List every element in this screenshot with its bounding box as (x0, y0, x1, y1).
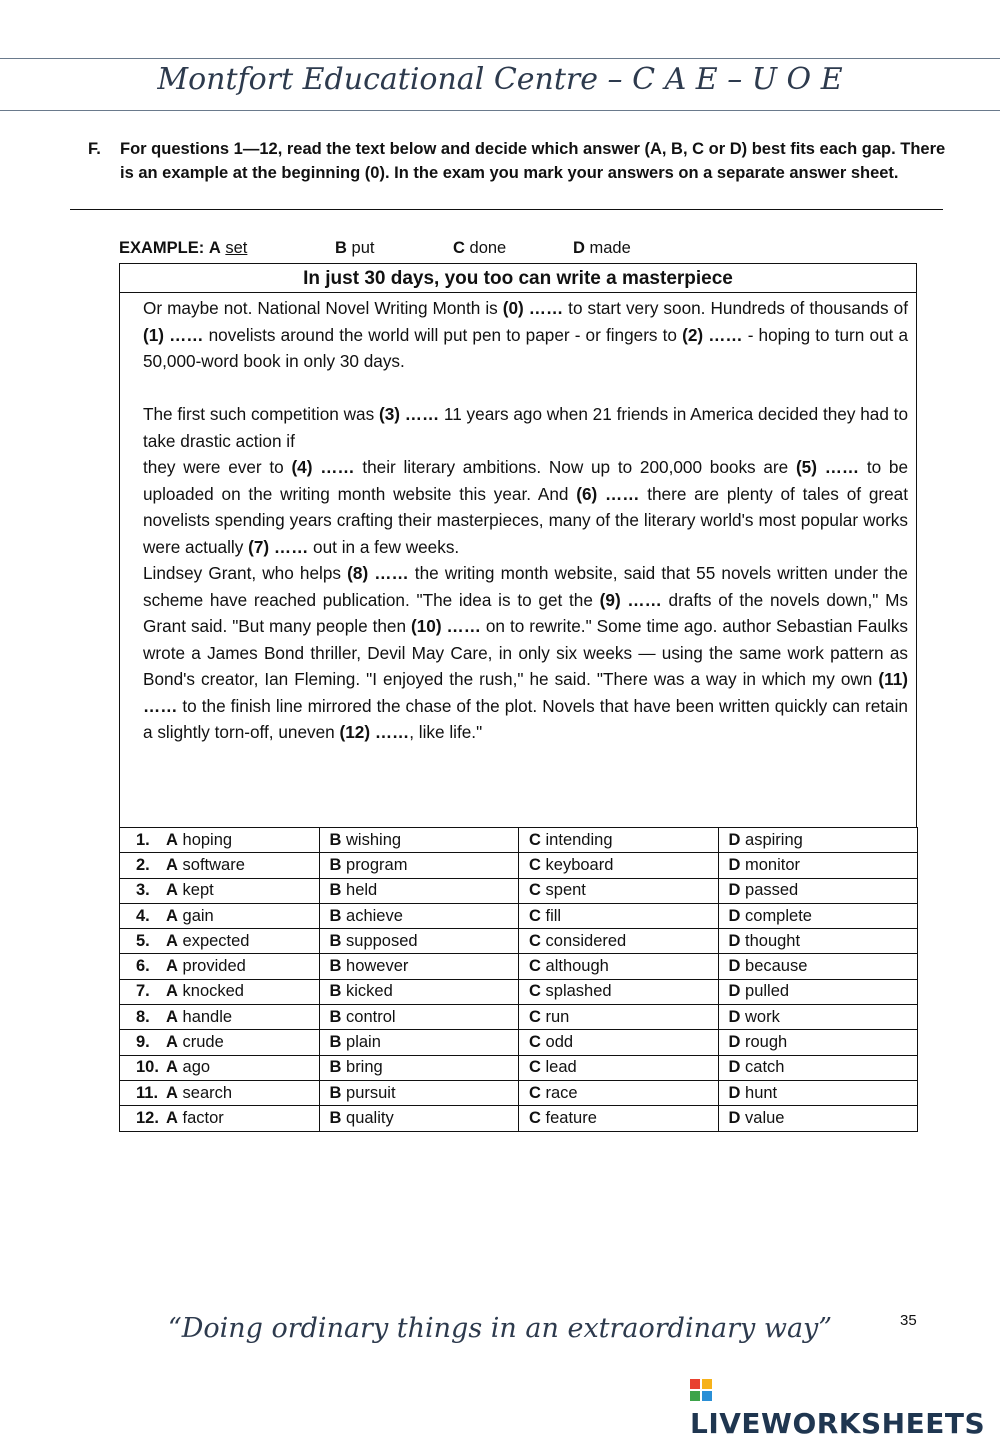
paragraph-1 (143, 295, 908, 375)
option-d (718, 878, 918, 903)
option-letter: D (728, 855, 741, 874)
option-letter: B (329, 1007, 342, 1026)
option-letter: C (529, 1007, 541, 1026)
option-word: bring (346, 1058, 383, 1077)
question-number: 12. (136, 1108, 159, 1127)
passage-segment: drafts of the novels down," Ms Grant said. "But many people then (143, 589, 908, 636)
motto: “Doing ordinary things in an extraordinary way” (167, 1313, 833, 1344)
passage-segment: to start very soon. Hundreds of thousands of (563, 298, 908, 318)
gap-marker: (2) …… (682, 324, 743, 345)
option-a (120, 828, 320, 853)
option-letter: A (166, 957, 178, 976)
option-word: hunt (745, 1083, 778, 1102)
option-c (519, 979, 719, 1004)
option-letter: A (166, 982, 178, 1001)
option-word: thought (745, 931, 801, 950)
option-letter: B (329, 830, 342, 849)
option-letter: C (529, 931, 541, 950)
example-b-word: put (351, 239, 375, 257)
option-word: handle (182, 1007, 233, 1026)
option-row (120, 878, 918, 903)
option-letter: A (166, 830, 178, 849)
option-word: passed (745, 881, 799, 900)
option-d (718, 954, 918, 979)
passage-segment: on to rewrite." Some time ago. author Sebastian Faulks wrote a James Bond thriller, Devil May Care, in only six weeks — using the same work pattern as Bond's creator, Ian Fleming. "I enjoyed the rush," he said. "There was a way in which my own (143, 616, 909, 689)
gap-marker: (12) …… (339, 722, 410, 742)
gap-marker: (4) …… (291, 457, 355, 477)
option-letter: C (529, 830, 541, 849)
option-row (120, 1055, 918, 1080)
paragraph-2 (143, 401, 908, 454)
question-number: 11. (136, 1083, 159, 1102)
passage-segment: - hoping to turn out a 50,000-word book in only 30 days. (143, 324, 909, 371)
option-letter: C (529, 881, 541, 900)
option-word: pulled (745, 982, 790, 1001)
option-word: feature (545, 1108, 597, 1127)
section-letter: F. (88, 140, 101, 158)
option-a (120, 903, 320, 928)
option-c (519, 1080, 719, 1105)
option-letter: C (529, 1033, 541, 1052)
option-word: gain (182, 906, 214, 925)
option-c (519, 1005, 719, 1030)
question-number: 7. (136, 982, 150, 1001)
option-d (718, 979, 918, 1004)
option-word: control (346, 1007, 396, 1026)
option-word: held (346, 881, 378, 900)
question-number: 5. (136, 931, 150, 950)
option-word: odd (545, 1033, 574, 1052)
option-b (319, 1106, 519, 1131)
option-c (519, 929, 719, 954)
option-word: program (346, 855, 408, 874)
option-letter: C (529, 1058, 541, 1077)
option-b (319, 929, 519, 954)
gap-marker: (1) …… (143, 324, 204, 345)
option-letter: D (728, 982, 741, 1001)
question-number: 4. (136, 906, 150, 925)
option-word: because (745, 957, 808, 976)
option-word: provided (182, 957, 246, 976)
option-word: although (545, 957, 609, 976)
option-d (718, 853, 918, 878)
passage-text (143, 295, 908, 746)
option-letter: B (329, 982, 342, 1001)
option-c (519, 1030, 719, 1055)
option-word: ago (182, 1058, 211, 1077)
option-word: value (745, 1108, 785, 1127)
question-number: 6. (136, 957, 150, 976)
option-b (319, 903, 519, 928)
option-b (319, 878, 519, 903)
option-letter: A (166, 1108, 178, 1127)
option-letter: C (529, 1083, 541, 1102)
option-row (120, 828, 918, 853)
option-letter: B (329, 1108, 342, 1127)
option-letter: A (166, 855, 178, 874)
passage-segment: to be uploaded on the writing month website this year. And (143, 457, 909, 504)
passage-segment: they were ever to (143, 457, 292, 477)
passage-segment: their literary ambitions. Now up to 200,000 books are (354, 457, 796, 477)
passage-segment: , like life." (409, 722, 483, 742)
paragraph-3 (143, 454, 908, 560)
brand-text: LIVEWORKSHEETS (690, 1407, 986, 1440)
option-a (120, 1005, 320, 1030)
option-word: search (182, 1083, 233, 1102)
option-d (718, 1055, 918, 1080)
option-word: fill (545, 906, 562, 925)
option-c (519, 828, 719, 853)
option-word: wishing (346, 830, 402, 849)
option-row (120, 929, 918, 954)
option-word: monitor (745, 855, 801, 874)
option-letter: A (166, 1058, 178, 1077)
option-letter: C (529, 855, 541, 874)
gap-marker: (10) …… (411, 616, 481, 636)
gap-marker: (6) …… (576, 483, 640, 504)
option-letter: B (329, 931, 342, 950)
option-letter: D (728, 957, 741, 976)
header-top-rule (0, 58, 1000, 59)
passage-segment: 11 years ago when 21 friends in America decided they had to take drastic action if (143, 404, 909, 451)
option-letter: D (728, 1108, 741, 1127)
option-word: kept (182, 881, 214, 900)
option-letter: B (329, 957, 342, 976)
option-letter: B (329, 906, 342, 925)
option-letter: D (728, 1083, 741, 1102)
passage-segment: The first such competition was (143, 404, 379, 424)
gap-marker: (11) …… (143, 669, 908, 716)
passage-segment: out in a few weeks. (308, 536, 460, 557)
example-a-word: set (225, 239, 248, 257)
option-letter: C (529, 982, 541, 1001)
option-row (120, 979, 918, 1004)
option-word: rough (745, 1033, 788, 1052)
gap-marker: (3) …… (378, 404, 440, 424)
option-word: complete (745, 906, 812, 925)
option-d (718, 1080, 918, 1105)
option-letter: D (728, 931, 741, 950)
question-number: 3. (136, 881, 150, 900)
option-word: hoping (182, 830, 233, 849)
liveworksheets-logo-icon (690, 1379, 712, 1401)
option-word: kicked (346, 982, 393, 1001)
option-a (120, 1106, 320, 1131)
option-word: crude (182, 1033, 224, 1052)
liveworksheets-brand (690, 1374, 1000, 1440)
option-letter: A (166, 906, 178, 925)
option-word: catch (745, 1058, 785, 1077)
option-c (519, 954, 719, 979)
question-number: 1. (136, 830, 150, 849)
passage-segment: Lindsey Grant, who helps (143, 563, 348, 583)
options-table (119, 827, 918, 1132)
page-number: 35 (900, 1312, 917, 1329)
passage-segment: Or maybe not. National Novel Writing Month is (143, 298, 503, 318)
question-number: 10. (136, 1058, 159, 1077)
option-letter: D (728, 906, 741, 925)
option-a (120, 853, 320, 878)
question-number: 2. (136, 855, 150, 874)
question-number: 9. (136, 1033, 150, 1052)
example-c (453, 239, 506, 258)
option-letter: D (728, 1058, 741, 1077)
option-word: however (346, 957, 409, 976)
paragraph-4 (143, 560, 908, 746)
option-a (120, 1080, 320, 1105)
option-letter: B (329, 1083, 342, 1102)
option-a (120, 878, 320, 903)
option-d (718, 1030, 918, 1055)
option-word: quality (346, 1108, 394, 1127)
passage-segment: to the finish line mirrored the chase of the plot. Novels that have been written quickly can retain a slightly torn-off, uneven (143, 695, 908, 742)
passage-segment: there are plenty of tales of great novelists spending years crafting their masterpieces, many of the literary world's most popular works were actually (143, 483, 909, 557)
option-d (718, 1005, 918, 1030)
gap-marker: (7) …… (248, 536, 309, 557)
option-b (319, 1080, 519, 1105)
example-d-word: made (589, 239, 631, 257)
option-a (120, 1030, 320, 1055)
option-a (120, 954, 320, 979)
option-a (120, 1055, 320, 1080)
option-b (319, 853, 519, 878)
example-a (119, 239, 247, 258)
option-row (120, 853, 918, 878)
option-word: supposed (346, 931, 418, 950)
example-label: EXAMPLE: (119, 239, 205, 257)
gap-marker: (9) …… (599, 589, 662, 610)
instructions-rule (70, 209, 943, 210)
passage-title: In just 30 days, you too can write a masterpiece (120, 264, 916, 293)
option-word: pursuit (346, 1083, 396, 1102)
passage-segment: novelists around the world will put pen to paper - or fingers to (203, 324, 683, 345)
option-b (319, 828, 519, 853)
example-c-word: done (469, 239, 507, 257)
passage-segment: the writing month website, said that 55 novels written under the scheme have reached publication. "The idea is to get the (143, 563, 908, 610)
option-row (120, 954, 918, 979)
gap-marker: (0) …… (502, 298, 564, 318)
instructions-text: For questions 1—12, read the text below and decide which answer (A, B, C or D) best fits each gap. There is an example at the beginning (0). In the exam you mark your answers on a separate answer sheet. (120, 140, 946, 182)
example-c-letter: C (453, 239, 465, 257)
option-letter: C (529, 957, 541, 976)
option-word: knocked (182, 982, 244, 1001)
option-c (519, 1055, 719, 1080)
option-d (718, 828, 918, 853)
option-b (319, 1030, 519, 1055)
option-word: work (745, 1007, 780, 1026)
option-word: software (182, 855, 245, 874)
option-word: expected (182, 931, 250, 950)
option-word: spent (545, 881, 586, 900)
option-letter: D (728, 881, 741, 900)
option-letter: A (166, 1083, 178, 1102)
option-d (718, 903, 918, 928)
option-row (120, 1005, 918, 1030)
option-letter: A (166, 881, 178, 900)
option-b (319, 979, 519, 1004)
option-letter: C (529, 1108, 541, 1127)
option-word: intending (545, 830, 613, 849)
instructions (88, 137, 948, 185)
option-word: splashed (545, 982, 612, 1001)
option-row (120, 1030, 918, 1055)
option-word: keyboard (545, 855, 614, 874)
gap-marker: (5) …… (795, 457, 860, 477)
option-d (718, 1106, 918, 1131)
example-b-letter: B (335, 239, 347, 257)
option-letter: D (728, 1033, 741, 1052)
option-row (120, 1080, 918, 1105)
option-a (120, 979, 320, 1004)
option-word: factor (182, 1108, 224, 1127)
example-d-letter: D (573, 239, 585, 257)
option-letter: B (329, 881, 342, 900)
option-word: lead (545, 1058, 577, 1077)
gap-marker: (8) …… (347, 563, 409, 583)
option-row (120, 903, 918, 928)
option-letter: A (166, 931, 178, 950)
option-letter: C (529, 906, 541, 925)
option-letter: B (329, 855, 342, 874)
example-a-letter: A (208, 239, 221, 257)
question-number: 8. (136, 1007, 150, 1026)
passage-box (119, 263, 917, 828)
option-c (519, 903, 719, 928)
example-b (335, 239, 374, 258)
option-row (120, 1106, 918, 1131)
option-letter: B (329, 1058, 342, 1077)
option-c (519, 853, 719, 878)
option-c (519, 878, 719, 903)
option-letter: D (728, 830, 741, 849)
option-word: achieve (346, 906, 403, 925)
header-bottom-rule (0, 110, 1000, 111)
option-word: plain (346, 1033, 381, 1052)
option-d (718, 929, 918, 954)
option-letter: A (166, 1007, 178, 1026)
example-d (573, 239, 631, 258)
option-b (319, 1005, 519, 1030)
option-word: race (545, 1083, 578, 1102)
option-b (319, 1055, 519, 1080)
option-letter: A (166, 1033, 178, 1052)
option-word: run (545, 1007, 570, 1026)
option-word: aspiring (745, 830, 803, 849)
option-a (120, 929, 320, 954)
option-letter: D (728, 1007, 741, 1026)
option-word: considered (545, 931, 627, 950)
option-letter: B (329, 1033, 342, 1052)
option-b (319, 954, 519, 979)
header-title: Montfort Educational Centre – C A E – U O E (157, 62, 843, 97)
option-c (519, 1106, 719, 1131)
